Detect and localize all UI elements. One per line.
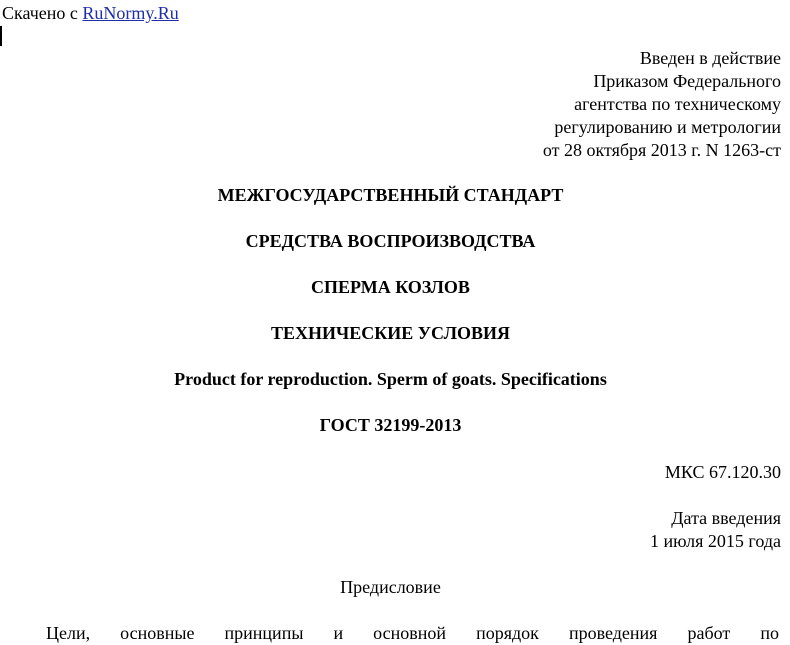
source-prefix: Скачено с <box>2 3 83 23</box>
category-heading: СРЕДСТВА ВОСПРОИЗВОДСТВА <box>245 231 536 251</box>
enactment-block <box>543 47 781 162</box>
effective-date-label: Дата введения <box>671 508 781 528</box>
text-cursor <box>0 26 2 46</box>
preface-first-line: Цели, основные принципы и основной порядок проведения работ по <box>46 623 779 643</box>
subject-heading: СПЕРМА КОЗЛОВ <box>311 277 470 297</box>
source-link[interactable]: RuNormy.Ru <box>82 3 179 23</box>
enactment-line: агентства по техническому <box>574 94 781 114</box>
enactment-line: регулированию и метрологии <box>554 117 781 137</box>
standard-type-heading: МЕЖГОСУДАРСТВЕННЫЙ СТАНДАРТ <box>217 185 564 205</box>
enactment-line: Введен в действие <box>639 48 781 68</box>
enactment-line: от 28 октября 2013 г. N 1263-ст <box>542 140 781 160</box>
source-line <box>2 2 179 25</box>
english-title: Product for reproduction. Sperm of goats. Specifications <box>174 369 607 389</box>
preface-heading: Предисловие <box>340 577 441 597</box>
enactment-line: Приказом Федерального <box>593 71 781 91</box>
standard-code: ГОСТ 32199-2013 <box>319 415 462 435</box>
kind-heading: ТЕХНИЧЕСКИЕ УСЛОВИЯ <box>271 323 510 343</box>
mks-code: МКС 67.120.30 <box>664 462 781 482</box>
effective-date-value: 1 июля 2015 года <box>650 531 781 551</box>
